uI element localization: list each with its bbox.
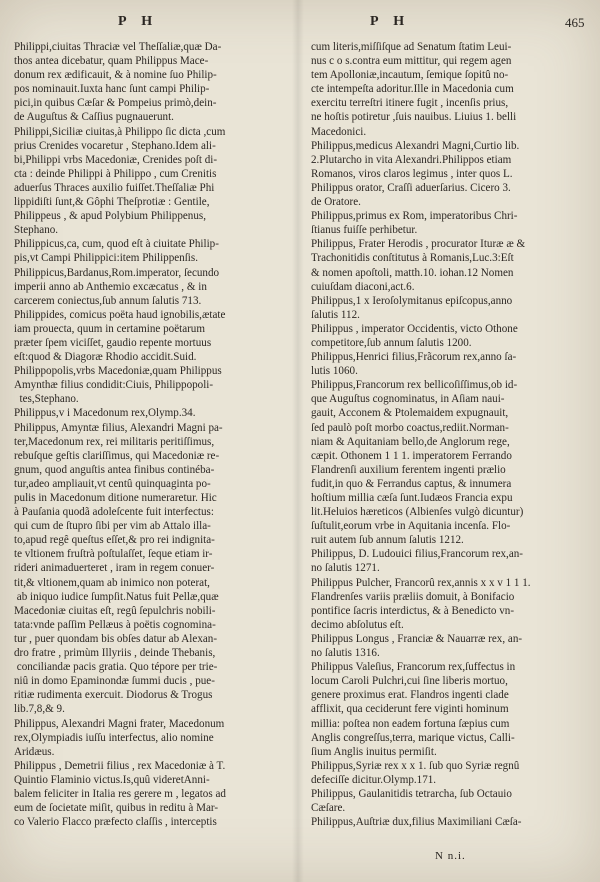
left-column-line: bi,Philippi vrbs Macedoniæ, Crenides poſt di- — [14, 153, 218, 166]
right-column-line: Philippus,Syriæ rex x x 1. ſub quo Syriæ regnû — [311, 759, 520, 772]
right-column-line: pontifice ſacris interdictus, & à Benedicto vn- — [311, 604, 515, 617]
left-column-line: lippidiſti ſunt,& Gôphi Theſprotiæ : Gentile, — [14, 196, 210, 209]
left-column-line: donum rex ædificauit, & à nomine ſuo Philip- — [14, 69, 217, 82]
right-column-line: ſed paulò poſt morbo coactus,rediit.Norman- — [311, 421, 509, 434]
right-column-line: genere proximus erat. Flandros ingenti clade — [311, 689, 509, 702]
right-column-line: Anglis congreſſus,terra, marique victus, Calli- — [311, 731, 515, 744]
right-column-line: Philippus,Auſtriæ dux,filius Maximiliani Cæſa- — [311, 816, 522, 829]
left-column-line: Philippus,v i Macedonum rex,Olymp.34. — [14, 407, 196, 420]
left-column-line: conciliandæ pacis gratia. Quo tépore per trie- — [14, 661, 218, 674]
right-column-line: 2.Plutarcho in vita Alexandri.Philippos etiam — [311, 153, 512, 166]
left-column-line: Philippus, Alexandri Magni frater, Macedonum — [14, 717, 225, 730]
right-column-line: cæpit. Othonem 1 1 1. imperatorem Ferrando — [311, 449, 512, 462]
right-column-line: cte intempeſta adoritur.Ille in Macedonia cum — [311, 83, 514, 96]
right-column-line: nus c o s.contra eum mittitur, qui regem agen — [311, 55, 512, 68]
right-column-line: tem Apolloniæ,incautum, ſemique ſopitû no- — [311, 69, 509, 82]
left-column-line: Philippi,ciuitas Thraciæ vel Theſſaliæ,quæ Da- — [14, 41, 222, 53]
right-column-line: no ſalutis 1316. — [311, 647, 380, 660]
left-column-line: Philippeus , & apud Polybium Philippenus, — [14, 210, 206, 223]
left-column-line: aduerſus Thraces auxilio fuiſſet.Theſſaliæ Phi — [14, 181, 215, 194]
running-head-left: P H — [118, 14, 159, 29]
right-column-line: cum literis,miſſiſque ad Senatum ſtatim Leui- — [311, 41, 512, 53]
right-column-line: Trachonitidis conſtitutus à Romanis,Luc.3:Eſt — [311, 252, 514, 265]
right-column-line: de Oratore. — [311, 196, 361, 209]
right-column-line: Philippus, D. Ludouici filius,Francorum rex,an- — [311, 548, 523, 561]
left-column-line: pis,vt Campi Philippici:item Philippenſis. — [14, 252, 198, 265]
right-column-line: competitore,ſub annum ſalutis 1200. — [311, 336, 472, 349]
left-column-line: niû in domo Epaminondæ ſummi ducis , pue- — [14, 675, 215, 688]
column-gutter — [292, 0, 304, 882]
right-column-line: Flandrenſi auxilium ferentem ingenti prælio — [311, 463, 506, 476]
left-column-line: balem feliciter in Italia res gerere m , legatos ad — [14, 787, 226, 800]
right-column-line: exercitu terreſtri itinere fugit , incenſis prius, — [311, 97, 509, 110]
left-column-line: carcerem coniectus,ſub annum ſalutis 713. — [14, 294, 202, 307]
left-column-line: qui cum de ſtupro ſibi per vim ab Attalo illa- — [14, 520, 211, 533]
left-column-line: ter,Macedonum rex, rei militaris peritiſſimus, — [14, 435, 215, 448]
left-column-line: de Auguſtus & Caſſius pugnauerunt. — [14, 111, 174, 124]
left-column-line: tit,& vltionem,quam ab inimico non poterat, — [14, 576, 210, 589]
right-column-line: Philippus,1 x Ieroſolymitanus epiſcopus,anno — [311, 294, 513, 307]
left-column-line: imperii anno ab Anthemio excæcatus , & in — [14, 280, 207, 293]
right-column-line: cuiuſdam diaconi,act.6. — [311, 280, 415, 293]
left-column-line: lib.7,8,& 9. — [14, 703, 65, 716]
right-column-line: lit.Heluios hæreticos (Albienſes vulgò dicuntur) — [311, 506, 524, 519]
left-column-line: Philippus , Demetrii filius , rex Macedoniæ à T. — [14, 759, 226, 772]
left-column-line: Macedoniæ ciuitas eſt, regû ſepulchris nobili- — [14, 604, 216, 617]
left-column-line: Philippides, comicus poëta haud ignobilis,ætate — [14, 308, 226, 321]
right-column-text — [311, 40, 591, 829]
right-column-line: Philippus Valeſius, Francorum rex,ſuffectus in — [311, 661, 516, 674]
running-head-right: P H — [370, 14, 411, 29]
left-column-line: tes,Stephano. — [14, 393, 79, 406]
left-column-line: to,apud regê queſtus eſſet,& pro rei indignita- — [14, 534, 215, 547]
right-column-line: Philippus orator, Craſſi aduerſarius. Cicero 3. — [311, 181, 511, 194]
left-column-line: iam prouecta, quum in certamine poëtarum — [14, 322, 205, 335]
right-column-line: defeciſſe dicitur.Olymp.171. — [311, 773, 437, 786]
right-column-line: Philippus,primus ex Rom, imperatoribus Chri- — [311, 210, 518, 223]
right-column-line: decimo abſolutus eſt. — [311, 618, 404, 631]
right-column-line: Philippus , imperator Occidentis, victo Othone — [311, 322, 518, 335]
left-column-line: ritiæ rudimenta exercuit. Diodorus & Trogus — [14, 689, 213, 702]
right-column-line: hoſtium millia cæſa ſunt.Iudæos Francia expu — [311, 492, 513, 504]
right-column-line: Flandrenſes variis præliis domuit, à Bonifacio — [311, 590, 515, 603]
left-column-line: pici,in quibus Cæſar & Pompeius primò,dein- — [14, 97, 217, 110]
right-column-line: afflixit, qua ceciderunt fere viginti hominum — [311, 703, 509, 716]
left-column-line: eſt:quod & Diagoræ Rhodio accidit.Suid. — [14, 351, 197, 364]
right-column-line: locum Caroli Pulchri,cui ſine liberis mortuo, — [311, 675, 508, 688]
left-column-line: Philippopolis,vrbs Macedoniæ,quam Philippus — [14, 365, 222, 378]
right-column-line: niam & Aquitaniam bello,de Anglorum rege, — [311, 435, 510, 448]
page-number: 465 — [565, 15, 585, 30]
right-column-line: Romanos, viros claros legimus , inter quos L. — [311, 167, 513, 180]
left-column-line: tur,adeo ampliauit,vt centû quinquaginta po- — [14, 477, 211, 490]
left-column-line: Philippicus,ca, cum, quod eſt à ciuitate Philip- — [14, 238, 219, 251]
right-column-line: Philippus, Frater Herodis , procurator Ituræ æ & — [311, 238, 526, 251]
right-column-line: ruit autem ſub annum ſalutis 1212. — [311, 534, 464, 547]
left-column-line: tur , puer quondam bis obſes datur ab Alexan- — [14, 632, 218, 645]
left-column-line: rebuſque geſtis clariſſimus, qui Macedoniæ re- — [14, 449, 220, 462]
right-column-line: ne hoſtis potiretur ,ſuis nauibus. Liuius 1. belli — [311, 111, 517, 124]
right-column-line: Philippus,medicus Alexandri Magni,Curtio lib. — [311, 139, 520, 152]
left-column-line: Philippus, Amyntæ filius, Alexandri Magni pa- — [14, 421, 223, 434]
left-column-line: eum de ſocietate miſit, quibus in reditu à Mar- — [14, 802, 219, 815]
left-column-line: præter ſpem viciſſet, gaudio repente mortuus — [14, 336, 212, 349]
right-column-line: Philippus Longus , Franciæ & Nauarræ rex, an- — [311, 632, 523, 645]
right-column-line: Philippus, Gaulanitidis tetrarcha, ſub Octauio — [311, 787, 512, 800]
right-column-line: Philippus Pulcher, Francorû rex,annis x x v 1 1 1. — [311, 576, 531, 589]
right-column-line: gauit, Acconem & Ptolemaidem expugnauit, — [311, 407, 509, 420]
right-column-line: no ſalutis 1271. — [311, 562, 380, 575]
right-column-line: Philippus,Francorum rex bellicoſiſſimus,ob id- — [311, 379, 518, 392]
left-column-line: dro fratre , primùm Illyriis , deinde Thebanis, — [14, 647, 216, 660]
right-column-line: fudit,in quo & Ferrandus captus, & innumera — [311, 477, 512, 490]
left-column-line: te vltionem fruſtrà poſtulaſſet, ſeque etiam ir- — [14, 548, 213, 561]
right-column-line: Macedonici. — [311, 125, 367, 138]
left-column-line: rex,Olympiadis iuſſu interfectus, alio nomine — [14, 731, 214, 744]
right-column-line: & nomen apoſtoli, matth.10. iohan.12 Nomen — [311, 266, 514, 279]
left-column-line: ab iniquo iudice ſumpſit.Natus fuit Pellæ,quæ — [14, 590, 219, 603]
signature-mark: N n.i. — [435, 850, 466, 862]
left-column-line: Amynthæ filius condidit:Ciuis, Philippopoli- — [14, 379, 214, 392]
left-column-line: cta : deinde Philippi à Philippo , cum Crenitis — [14, 167, 217, 180]
left-column-line: Quintio Flaminio victus.Is,quû videretAnni- — [14, 773, 210, 786]
left-column-line: à Pauſania quodã adoleſcente fuit interfectus: — [14, 506, 214, 519]
left-column-line: pulis in Macedonum ditione numeraretur. Hic — [14, 492, 217, 504]
right-column-line: que Auguſtus cognominatus, in Aſiam naui- — [311, 393, 505, 406]
left-column-line: co Valerio Flacco præfecto claſſis , interceptis — [14, 816, 217, 829]
left-column-line: gnum, quod anguſtis antea finibus continéba- — [14, 463, 215, 476]
left-column-line: Stephano. — [14, 224, 59, 237]
right-column-line: ſuſtulit,eorum vrbe in Aquitania incenſa. Flo- — [311, 520, 511, 533]
right-column-line: Philippus,Henrici filius,Frãcorum rex,anno ſa- — [311, 351, 517, 364]
right-column-line: ſium Anglis inuitus permiſit. — [311, 745, 437, 758]
left-column-line: tata:vnde paſſim Pellæus à poëtis cognomina- — [14, 618, 216, 631]
left-column-line: Aridæus. — [14, 745, 55, 758]
left-column-line: prius Crenides vocaretur , Stephano.Idem ali- — [14, 139, 216, 152]
left-column-line: Philippi,Siciliæ ciuitas,à Philippo ſic dicta ,cum — [14, 125, 226, 138]
right-column-line: lutis 1060. — [311, 365, 358, 378]
left-column-line: Philippicus,Bardanus,Rom.imperator, ſecundo — [14, 266, 220, 279]
right-column-line: ſtianus fuiſſe perhibetur. — [311, 224, 418, 237]
left-column-text — [14, 40, 290, 829]
left-column-line: thos antea dicebatur, quam Philippus Mace- — [14, 55, 209, 68]
left-column-line: rideri animaduerteret , iram in regem conuer- — [14, 562, 215, 575]
right-column-line: ſalutis 112. — [311, 308, 360, 321]
left-column-line: pos nominauit.Iuxta hanc ſunt campi Philip- — [14, 83, 210, 96]
right-column-line: millia: poſtea non eadem fortuna ſæpius cum — [311, 717, 510, 730]
right-column-line: Cæſare. — [311, 802, 346, 815]
